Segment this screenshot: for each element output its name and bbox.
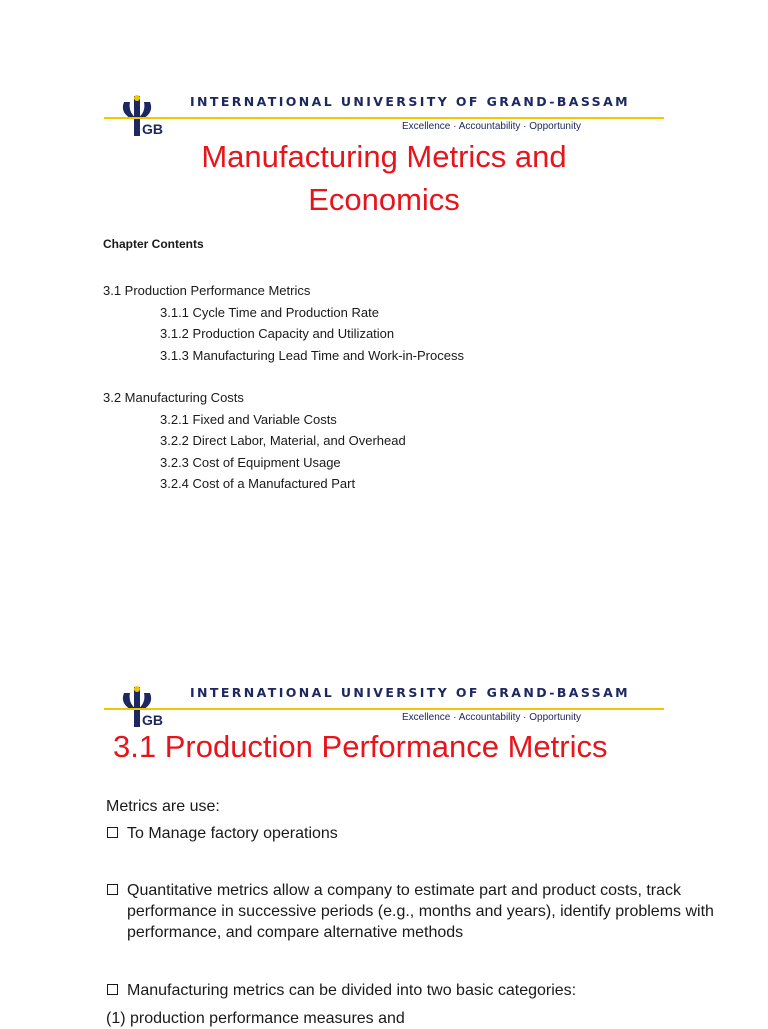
bullet-item: To Manage factory operations: [106, 823, 746, 844]
intro-text: Metrics are use:: [106, 798, 220, 815]
table-of-contents: [103, 280, 464, 495]
slide-title: [0, 135, 768, 221]
banner-divider: [104, 117, 664, 119]
toc-subsection: 3.1.2 Production Capacity and Utilization: [160, 326, 395, 341]
bullet-item: Manufacturing metrics can be divided into two basic categories:: [106, 980, 746, 1001]
toc-subsection: 3.2.2 Direct Labor, Material, and Overhead: [160, 433, 406, 448]
svg-text:GB: GB: [142, 121, 163, 137]
toc-subsection: 3.2.1 Fixed and Variable Costs: [160, 411, 337, 427]
slide-title: 3.1 Production Performance Metrics: [113, 729, 608, 764]
university-name: INTERNATIONAL UNIVERSITY OF GRAND-BASSAM: [190, 685, 630, 700]
university-banner: [104, 84, 664, 140]
university-motto: Excellence · Accountability · Opportunity: [402, 712, 581, 723]
svg-text:GB: GB: [142, 712, 163, 728]
toc-subsection: 3.2.4 Cost of a Manufactured Part: [160, 476, 356, 491]
checkbox-bullet-icon: [107, 884, 118, 895]
toc-subsection: 3.2.3 Cost of Equipment Usage: [160, 454, 341, 470]
slide-title-line-1: Manufacturing Metrics and: [201, 139, 567, 174]
university-motto: Excellence · Accountability · Opportunity: [402, 121, 581, 132]
toc-section: 3.1 Production Performance Metrics: [103, 283, 311, 298]
numbered-item: (1) production performance measures and: [106, 1010, 405, 1027]
university-name: INTERNATIONAL UNIVERSITY OF GRAND-BASSAM: [190, 94, 630, 109]
toc-section: 3.2 Manufacturing Costs: [103, 390, 244, 405]
checkbox-bullet-icon: [107, 827, 118, 838]
toc-subsection: 3.1.3 Manufacturing Lead Time and Work-in-Process: [160, 347, 464, 363]
toc-subsection: 3.1.1 Cycle Time and Production Rate: [160, 304, 379, 320]
bullet-item: Quantitative metrics allow a company to estimate part and product costs, track performance in successive periods (e.g., months and years), identify problems with performance, and compare alternative methods: [106, 880, 746, 943]
banner-divider: [104, 708, 664, 710]
chapter-contents-heading: Chapter Contents: [103, 237, 204, 251]
university-banner: [104, 675, 664, 731]
checkbox-bullet-icon: [107, 984, 118, 995]
slide-title-line-2: Economics: [308, 182, 460, 217]
